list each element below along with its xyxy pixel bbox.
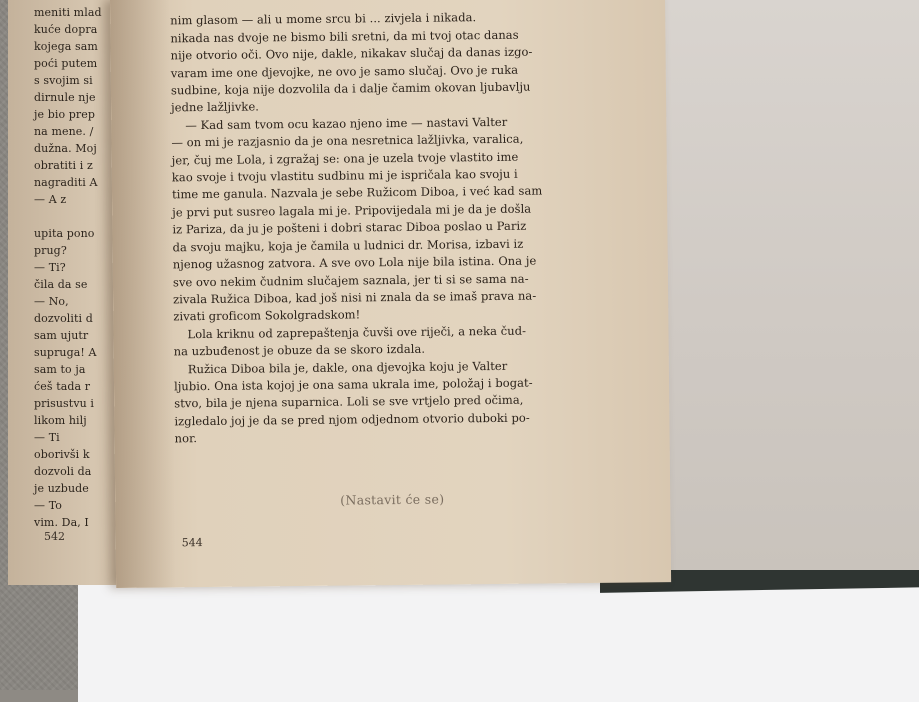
text-line: — Ti? xyxy=(34,261,66,274)
text-line: jedne lažljivke. xyxy=(171,99,260,115)
text-line: — No, xyxy=(34,295,69,308)
text-line: oborivši k xyxy=(34,448,90,461)
text-line: upita pono xyxy=(34,227,95,240)
text-line: dozvoli da xyxy=(34,465,92,478)
text-line: sam ujutr xyxy=(34,329,89,342)
text-line: dužna. Moj xyxy=(34,142,97,155)
text-line: likom hilj xyxy=(34,414,87,427)
text-line: prisustvu i xyxy=(34,397,95,410)
text-line: zivati groficom Sokolgradskom! xyxy=(173,307,361,324)
text-line: sudbine, koja nije dozvolila da i dalje čamim okovan ljubavlju xyxy=(170,79,531,98)
text-line: obratiti i z xyxy=(34,159,93,172)
text-line: vim. Da, I xyxy=(34,516,89,529)
text-line: Lola kriknu od zaprepaštenja čuvši ove riječi, a neka čud- xyxy=(187,323,527,341)
text-line: čila da se xyxy=(34,278,88,291)
white-paper-sheet xyxy=(78,582,919,702)
text-line: zivala Ružica Diboa, kad još nisi ni znala da se imaš prava na- xyxy=(173,288,537,307)
text-line: da svoju majku, koja je čamila u ludnici dr. Morisa, izbavi iz xyxy=(172,236,524,255)
text-line: varam ime one djevojke, ne ovo je samo slučaj. Ovo je ruka xyxy=(170,62,519,80)
text-line: nor. xyxy=(174,431,198,446)
text-line: kojega sam xyxy=(34,40,98,53)
text-line: dozvoliti d xyxy=(34,312,93,325)
text-line: jer, čuj me Lola, i zgražaj se: ona je uzela tvoje vlastito ime xyxy=(171,149,519,168)
text-line: ljubio. Ona ista kojoj je ona sama ukrala ime, položaj i bogat- xyxy=(173,375,533,394)
text-line: stvo, bila je njena suparnica. Loli se sve vrtjelo pred očima, xyxy=(174,393,524,411)
text-line: nagraditi A xyxy=(34,176,98,189)
text-line: nikada nas dvoje ne bismo bili sretni, da mi tvoj otac danas xyxy=(170,27,519,46)
text-line: sve ovo nekim čudnim slučajem saznala, jer ti si se sama na- xyxy=(172,271,529,289)
page-number-main: 544 xyxy=(181,536,203,550)
text-line: kao svoje i tvoju vlastitu sudbinu mi je ispričala kao svoju i xyxy=(171,166,518,185)
text-line: — To xyxy=(34,499,63,512)
text-line: je uzbude xyxy=(34,482,89,495)
text-line: poći putem xyxy=(34,57,98,70)
text-line: prug? xyxy=(34,244,67,257)
text-line: sam to ja xyxy=(34,363,86,376)
text-line: — Kad sam tvom ocu kazao njeno ime — nastavi Valter xyxy=(185,114,508,133)
text-line: iz Pariza, da ju je pošteni i dobri starac Diboa poslao u Pariz xyxy=(172,218,527,237)
blank-back-page xyxy=(648,0,919,570)
main-book-page xyxy=(110,0,671,588)
text-line: kuće dopra xyxy=(34,23,98,36)
page-number-left: 542 xyxy=(44,530,65,543)
text-line: Ružica Diboa bila je, dakle, ona djevojka koju je Valter xyxy=(187,358,508,376)
text-line: nije otvorio oči. Ovo nije, dakle, nikakav slučaj da danas izgo- xyxy=(170,44,533,63)
text-line: s svojim si xyxy=(34,74,93,87)
text-line: supruga! A xyxy=(34,346,97,359)
text-line: njenog užasnog zatvora. A sve ovo Lola nije bila istina. Ona je xyxy=(172,253,537,272)
text-line: — Ti xyxy=(34,431,60,444)
text-line: ćeš tada r xyxy=(34,380,91,393)
text-line: — on mi je razjasnio da je ona nesretnica lažljivka, varalica, xyxy=(171,131,524,150)
text-line: meniti mlad xyxy=(34,6,102,19)
text-line: je bio prep xyxy=(34,108,96,121)
text-line: na mene. / xyxy=(34,125,94,138)
to-be-continued-note: (Nastavit će se) xyxy=(340,491,445,508)
text-line: izgledalo joj je da se pred njom odjednom otvorio duboki po- xyxy=(174,410,530,429)
text-line: — A z xyxy=(34,193,67,206)
text-line: time me ganula. Nazvala je sebe Ružicom Diboa, i već kad sam xyxy=(171,183,543,202)
text-line: je prvi put susreo lagala mi je. Pripovijedala mi je da je došla xyxy=(172,201,532,220)
text-line: nim glasom — ali u mome srcu bi ... zivjela i nikada. xyxy=(170,10,477,28)
main-page-text xyxy=(170,0,645,448)
text-line: dirnule nje xyxy=(34,91,96,104)
text-line: na uzbuđenost je obuze da se skoro izdala. xyxy=(173,341,426,359)
